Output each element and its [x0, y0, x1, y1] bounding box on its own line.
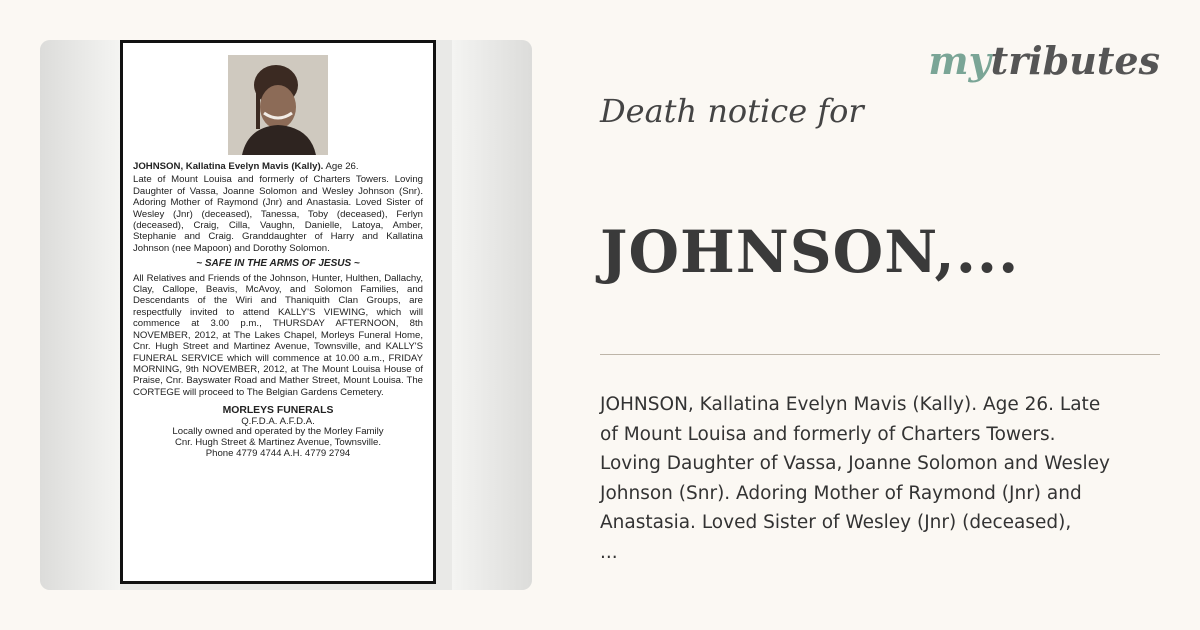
notice-age: Age 26. [323, 161, 359, 172]
page-subtitle: Death notice for [600, 92, 864, 130]
page-title: JOHNSON,... [600, 218, 1020, 286]
notice-image-card [40, 40, 532, 590]
notice-excerpt: JOHNSON, Kallatina Evelyn Mavis (Kally). Age 26. Late of Mount Louisa and formerly of Charters Towers. Loving Daughter of Vassa, Joanne Solomon and Wesley Johnson (Snr). Adoring Mother of Raymond (Jnr) and Anastasia. Loved Sister of Wesley (Jnr) (deceased), ... [600, 394, 1110, 563]
notice-name: JOHNSON, Kallatina Evelyn Mavis (Kally). [133, 161, 324, 172]
notice-paragraph-1: Late of Mount Louisa and formerly of Charters Towers. Loving Daughter of Vassa, Joanne Solomon and Wesley Johnson (Snr). Adoring Mother of Raymond (Jnr) and Anastasia. Loved Sister of Wesley (Jnr) (deceased), Tanessa, Toby (deceased), Ferlyn (deceased), Craig, Cilla, Vaughn, Danielle, Latoya, Amber, Stephanie and Craig. Granddaughter of Harry and Kallatina Johnson (nee Mapoon) and Dorothy Solomon. [133, 174, 423, 254]
mytributes-logo[interactable] [928, 38, 1160, 83]
funeral-home-name: MORLEYS FUNERALS [222, 405, 334, 417]
notice-epitaph: ~ SAFE IN THE ARMS OF JESUS ~ [196, 258, 360, 270]
newspaper-notice [120, 40, 436, 584]
funeral-home-line2: Cnr. Hugh Street & Martinez Avenue, Townsville. [174, 436, 382, 448]
logo-tributes: tributes [990, 38, 1160, 83]
logo-my: my [928, 38, 991, 83]
funeral-home-block [133, 406, 423, 459]
funeral-home-phone: Phone 4779 4744 A.H. 4779 2794 [205, 447, 351, 459]
funeral-home-accreditation: Q.F.D.A. A.F.D.A. [241, 415, 315, 427]
notice-paragraph-2: All Relatives and Friends of the Johnson, Hunter, Hulthen, Dallachy, Clay, Callope, Beavis, McAvoy, and Solomon Families, and Descendants of the Wiri and Thaniquith Clan Groups, are respectfully invited to attend KALLY'S VIEWING, which will commence at 3.00 p.m., THURSDAY AFTERNOON, 8th NOVEMBER, 2012, at The Lakes Chapel, Morleys Funeral Home, Cnr. Hugh Street and Martinez Avenue, Townsville, and KALLY'S FUNERAL SERVICE which will commence at 10.00 a.m., FRIDAY MORNING, 9th NOVEMBER, 2012, at The Mount Louisa House of Praise, Cnr. Bayswater Road and Mather Street, Mount Louisa. The CORTEGE will proceed to The Belgian Gardens Cemetery. [133, 272, 423, 398]
deceased-photo [228, 55, 328, 155]
divider [600, 354, 1160, 355]
funeral-home-line1: Locally owned and operated by the Morley Family [172, 426, 384, 438]
